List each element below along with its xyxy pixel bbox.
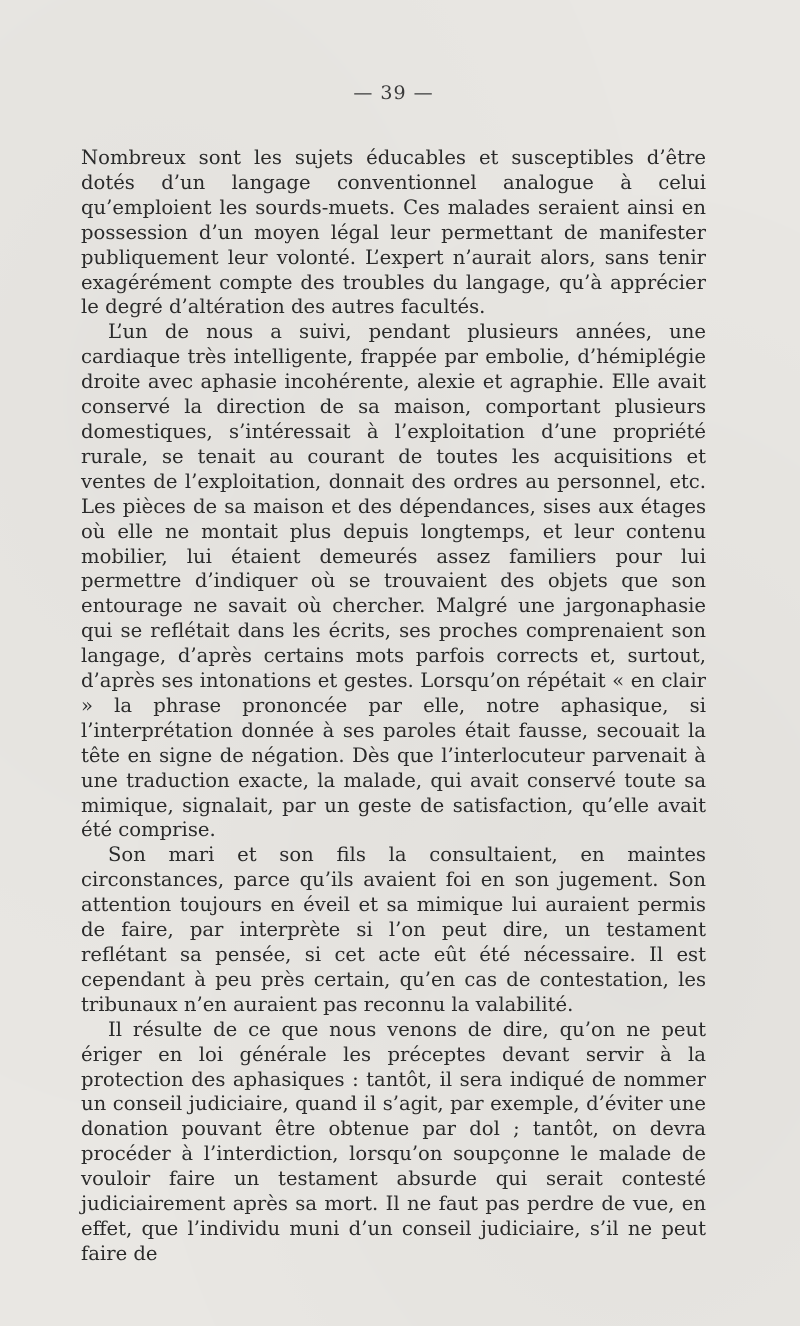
paragraph-3: Son mari et son fils la consultaient, en maintes circonstances, parce qu’ils avaient foi en son jugement. Son attention toujours en éveil et sa mimique lui auraient permis de faire, par interprète si l’on peut dire, un testament reflétant sa pensée, si cet acte eût été nécessaire. Il est cependant à peu près certain, qu’en cas de contestation, les tribunaux n’en auraient pas reconnu la valabilité. — [81, 843, 706, 1016]
paragraph-4: Il résulte de ce que nous venons de dire, qu’on ne peut ériger en loi générale les préceptes devant servir à la protection des aphasiques : tantôt, il sera indiqué de nommer un conseil judiciaire, quand il s’agit, par exemple, d’éviter une donation pouvant être obtenue par dol ; tantôt, on devra procéder à l’interdiction, lorsqu’on soupçonne le malade de vouloir faire un testament absurde qui serait contesté judiciairement après sa mort. Il ne faut pas perdre de vue, en effet, que l’individu muni d’un conseil judiciaire, s’il ne peut faire de — [81, 1017, 706, 1265]
paragraph-1: Nombreux sont les sujets éducables et susceptibles d’être dotés d’un langage conventionnel analogue à celui qu’emploient les sourds-muets. Ces malades seraient ainsi en possession d’un moyen légal leur permettant de manifester publiquement leur volonté. L’expert n’aurait alors, sans tenir exagérément compte des troubles du langage, qu’à apprécier le degré d’altération des autres facultés. — [81, 146, 706, 319]
page-number: — 39 — — [353, 82, 434, 104]
paragraph-2: L’un de nous a suivi, pendant plusieurs années, une cardiaque très intelligente, frappée par embolie, d’hémiplégie droite avec aphasie incohérente, alexie et agraphie. Elle avait conservé la direction de sa maison, comportant plusieurs domestiques, s’intéressait à l’exploitation d’une propriété rurale, se tenait au courant de toutes les acquisitions et ventes de l’exploitation, donnait des ordres au personnel, etc. Les pièces de sa maison et des dépendances, sises aux étages où elle ne montait plus depuis longtemps, et leur contenu mobilier, lui étaient demeurés assez familiers pour lui permettre d’indiquer où se trouvaient des objets que son entourage ne savait où chercher. Malgré une jargonaphasie qui se reflétait dans les écrits, ses proches comprenaient son langage, d’après certains mots parfois corrects et, surtout, d’après ses intonations et gestes. Lorsqu’on répétait « en clair » la phrase prononcée par elle, notre aphasique, si l’interprétation donnée à ses paroles était fausse, secouait la tête en signe de négation. Dès que l’interlocuteur parvenait à une traduction exacte, la malade, qui avait conservé toute sa mimique, signalait, par un geste de satisfaction, qu’elle avait été comprise. — [81, 320, 706, 842]
